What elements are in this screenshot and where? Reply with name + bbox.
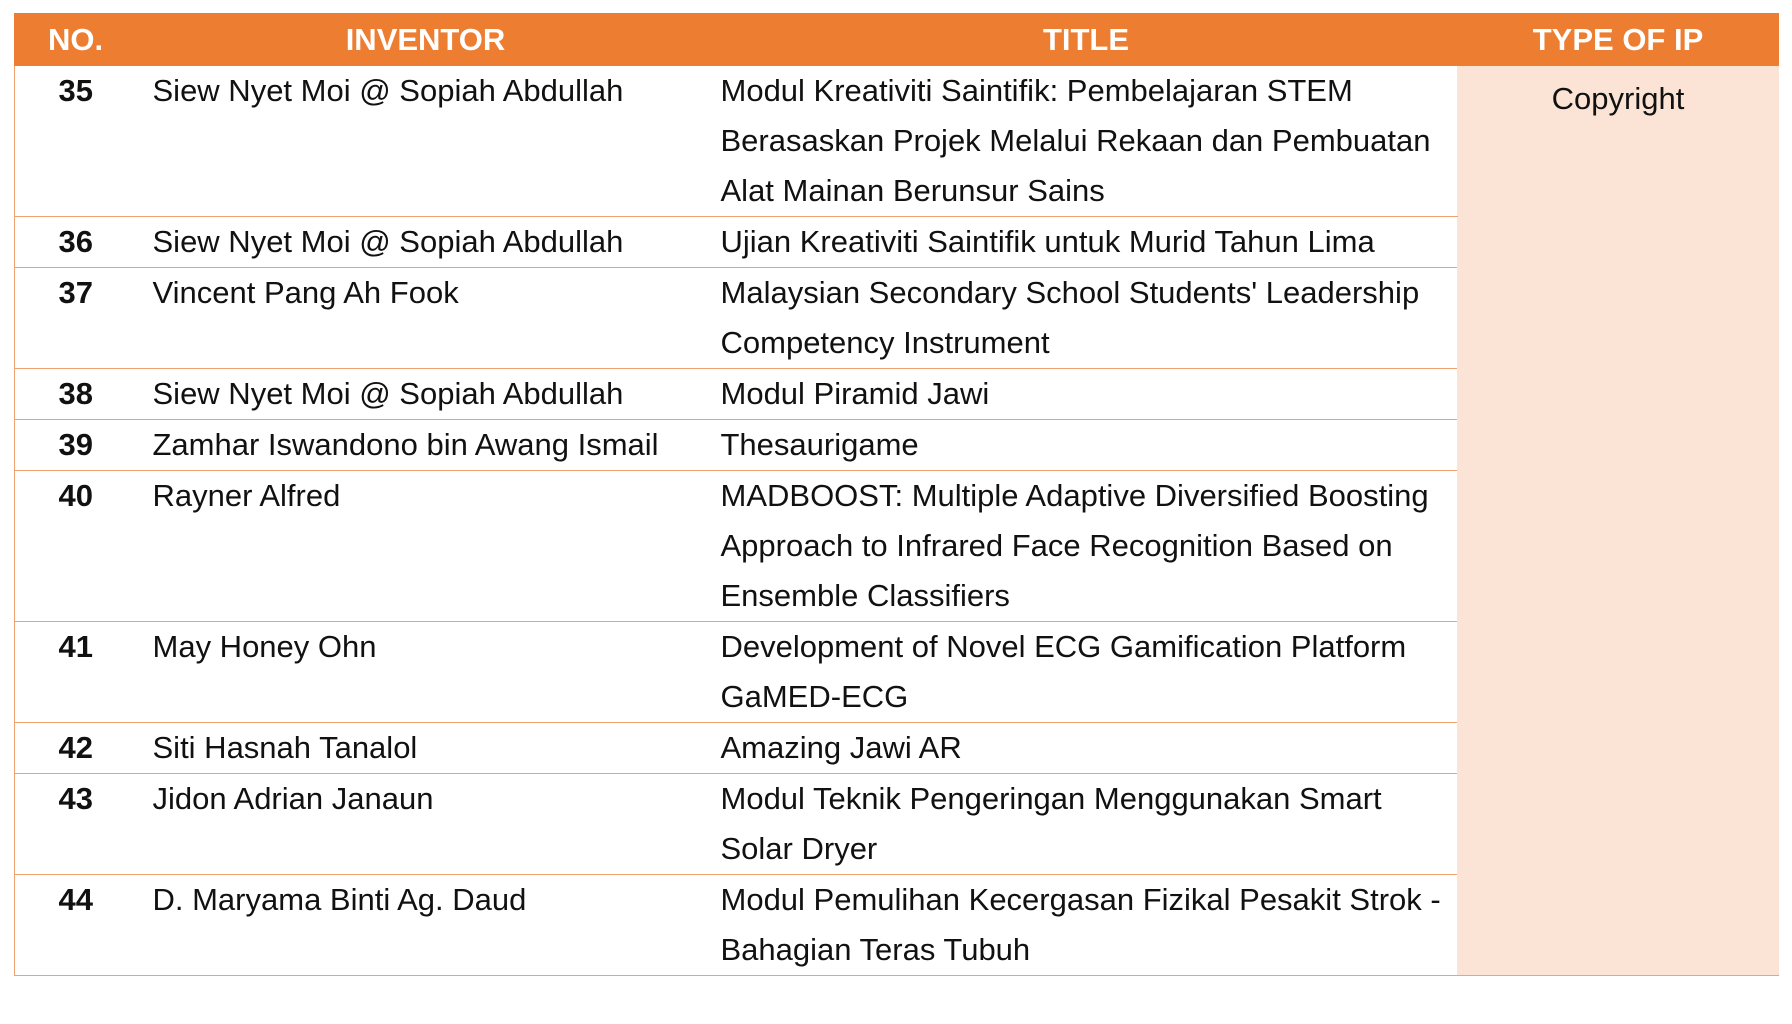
- row-inventor: Siew Nyet Moi @ Sopiah Abdullah: [137, 369, 715, 420]
- row-number: 35: [15, 66, 137, 217]
- row-number: 37: [15, 268, 137, 369]
- ip-table: [14, 13, 1779, 976]
- row-number: 44: [15, 875, 137, 976]
- header-title: TITLE: [715, 14, 1458, 66]
- row-number: 41: [15, 622, 137, 723]
- row-inventor: D. Maryama Binti Ag. Daud: [137, 875, 715, 976]
- row-title: Ujian Kreativiti Saintifik untuk Murid Tahun Lima: [715, 217, 1458, 268]
- header-no: NO.: [15, 14, 137, 66]
- row-title: Amazing Jawi AR: [715, 723, 1458, 774]
- row-inventor: Siti Hasnah Tanalol: [137, 723, 715, 774]
- row-title: MADBOOST: Multiple Adaptive Diversified Boosting Approach to Infrared Face Recognition Based on Ensemble Classifiers: [715, 471, 1458, 622]
- row-title: Modul Kreativiti Saintifik: Pembelajaran STEM Berasaskan Projek Melalui Rekaan dan Pembuatan Alat Mainan Berunsur Sains: [715, 66, 1458, 217]
- row-number: 36: [15, 217, 137, 268]
- table-row: [15, 66, 1779, 217]
- row-inventor: Vincent Pang Ah Fook: [137, 268, 715, 369]
- row-inventor: May Honey Ohn: [137, 622, 715, 723]
- type-of-ip-value: Copyright: [1551, 81, 1685, 116]
- row-title: Modul Pemulihan Kecergasan Fizikal Pesakit Strok -Bahagian Teras Tubuh: [715, 875, 1458, 976]
- row-number: 43: [15, 774, 137, 875]
- row-number: 40: [15, 471, 137, 622]
- row-title: Modul Piramid Jawi: [715, 369, 1458, 420]
- row-title: Thesaurigame: [715, 420, 1458, 471]
- row-title: Malaysian Secondary School Students' Leadership Competency Instrument: [715, 268, 1458, 369]
- row-number: 38: [15, 369, 137, 420]
- row-inventor: Zamhar Iswandono bin Awang Ismail: [137, 420, 715, 471]
- ip-table-container: [14, 13, 1778, 976]
- row-inventor: Siew Nyet Moi @ Sopiah Abdullah: [137, 66, 715, 217]
- row-title: Development of Novel ECG Gamification Platform GaMED-ECG: [715, 622, 1458, 723]
- header-inventor: INVENTOR: [137, 14, 715, 66]
- table-header-row: [15, 14, 1779, 66]
- header-type-of-ip: TYPE OF IP: [1458, 14, 1779, 66]
- type-of-ip-cell: [1458, 66, 1779, 976]
- row-inventor: Jidon Adrian Janaun: [137, 774, 715, 875]
- row-number: 42: [15, 723, 137, 774]
- row-inventor: Rayner Alfred: [137, 471, 715, 622]
- row-inventor: Siew Nyet Moi @ Sopiah Abdullah: [137, 217, 715, 268]
- row-number: 39: [15, 420, 137, 471]
- row-title: Modul Teknik Pengeringan Menggunakan Smart Solar Dryer: [715, 774, 1458, 875]
